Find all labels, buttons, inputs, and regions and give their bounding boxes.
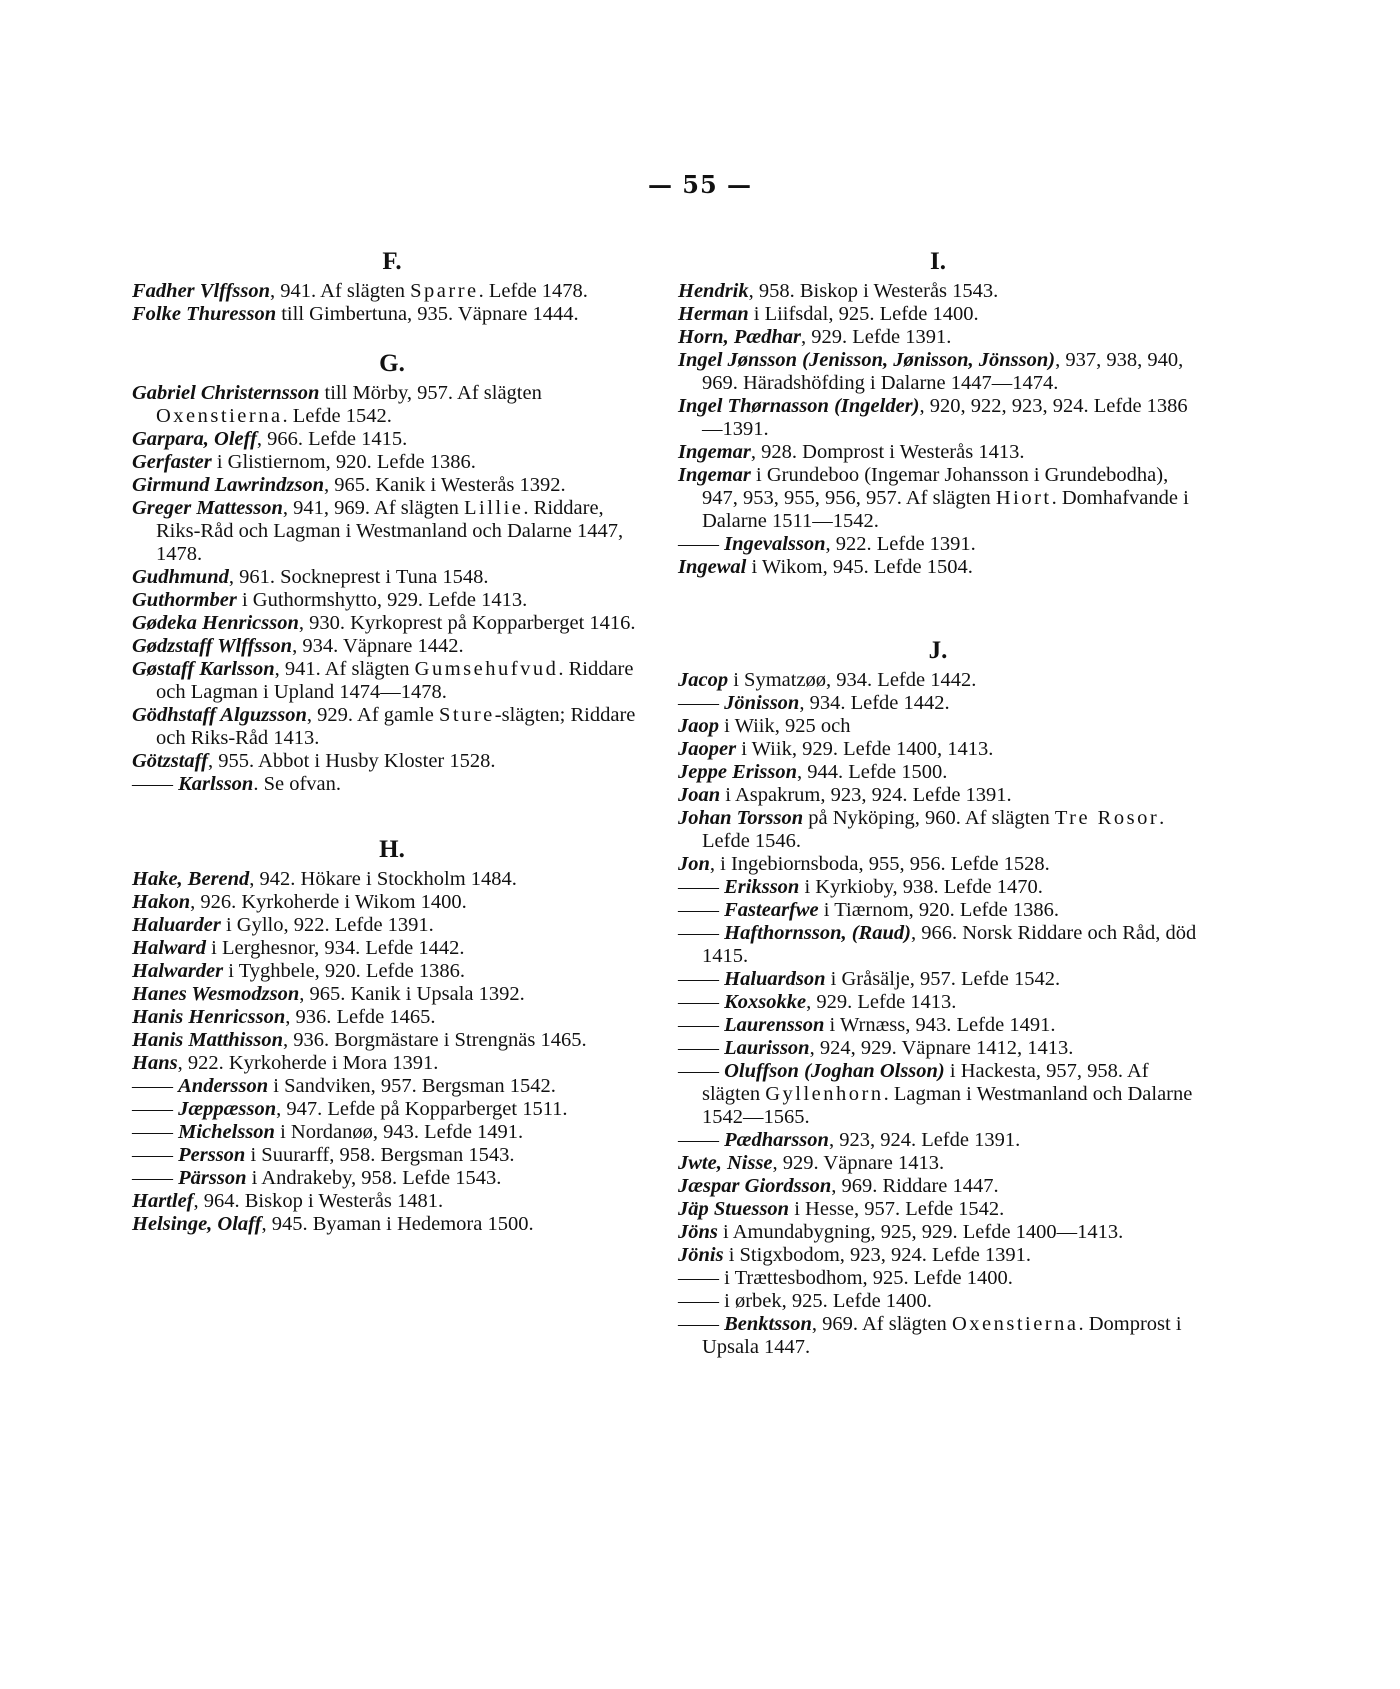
entry-text-after: . Domprost i Upsala 1447.: [702, 1313, 1182, 1358]
index-entry: [678, 669, 1198, 692]
page-number: — 55 —: [647, 170, 753, 199]
index-entry: [132, 1098, 652, 1121]
entry-text: i Trættesbodhom, 925. Lefde 1400.: [724, 1267, 1013, 1289]
index-entry: [132, 937, 652, 960]
entry-name: Helsinge, Olaff: [132, 1213, 262, 1235]
entry-name: Joan: [678, 784, 721, 806]
entry-text: , 929. Af gamle: [306, 704, 439, 726]
index-entry: [678, 1175, 1198, 1198]
entry-name: Ingevalsson: [724, 533, 826, 555]
entry-text: , 966. Lefde 1415.: [256, 428, 408, 450]
entry-text: , 922. Lefde 1391.: [825, 533, 976, 555]
entry-text: i Tyghbele, 920. Lefde 1386.: [223, 960, 465, 982]
index-entry: [678, 715, 1198, 738]
entry-text: , 945. Byaman i Hedemora 1500.: [261, 1213, 534, 1235]
entry-name: Hartlef: [132, 1190, 194, 1212]
entry-text: i Stigxbodom, 923, 924. Lefde 1391.: [723, 1244, 1032, 1266]
entry-text: , 930. Kyrkoprest på Kopparberget 1416.: [298, 612, 636, 634]
ditto-dash: ——: [678, 1129, 719, 1151]
entry-name: Jæppæsson: [178, 1098, 277, 1120]
entry-name: Jäp Stuesson: [678, 1198, 790, 1220]
entry-name: Oluffson (Joghan Olsson): [724, 1060, 945, 1082]
entry-name: Haluarder: [132, 914, 221, 936]
entry-text: , 929. Lefde 1413.: [806, 991, 957, 1013]
entry-text: , 926. Kyrkoherde i Wikom 1400.: [190, 891, 467, 913]
index-entry: [678, 922, 1198, 968]
entry-name: Hake, Berend: [132, 868, 250, 890]
index-entry: [132, 428, 652, 451]
entry-name: Gøstaff Karlsson: [132, 658, 275, 680]
entry-name: Halward: [132, 937, 207, 959]
entry-text-after: . Lefde 1542.: [282, 405, 392, 427]
section-letter: J.: [928, 637, 948, 664]
entry-name: Ingel Jønsson (Jenisson, Jønisson, Jönsson): [678, 349, 1056, 371]
index-entry: [678, 968, 1198, 991]
index-entry: [678, 1129, 1198, 1152]
entry-name: Pædharsson: [724, 1129, 829, 1151]
index-entry: [132, 960, 652, 983]
index-entry: [132, 589, 652, 612]
index-entry: [678, 1290, 1198, 1313]
entry-text: , 966. Norsk Riddare och Råd, död 1415.: [702, 922, 1197, 967]
entry-text: , 934. Väpnare 1442.: [292, 635, 464, 657]
family-name: Oxenstierna: [951, 1313, 1079, 1335]
entry-name: Jæspar Giordsson: [678, 1175, 832, 1197]
index-entry: [132, 868, 652, 891]
index-entry: [678, 761, 1198, 784]
entry-text: , 965. Kanik i Westerås 1392.: [323, 474, 566, 496]
entry-name: Greger Mattesson: [132, 497, 283, 519]
entry-name: Jönisson: [724, 692, 800, 714]
section-letter: H.: [379, 836, 405, 863]
ditto-dash: ——: [132, 1167, 173, 1189]
entry-text: , 923, 924. Lefde 1391.: [828, 1129, 1021, 1151]
entry-name: Gödhstaff Alguzsson: [132, 704, 307, 726]
entry-text: , i Ingebiornsboda, 955, 956. Lefde 1528.: [709, 853, 1050, 875]
entry-text-after: . Lefde 1478.: [478, 280, 588, 302]
index-entry: [678, 1014, 1198, 1037]
entry-text: i Wikom, 945. Lefde 1504.: [746, 556, 973, 578]
entry-text: i Wrnæss, 943. Lefde 1491.: [824, 1014, 1056, 1036]
entry-name: Ingewal: [678, 556, 747, 578]
index-entry: [678, 533, 1198, 556]
entry-text: till Gimbertuna, 935. Väpnare 1444.: [276, 303, 579, 325]
entry-text: i Glistiernom, 920. Lefde 1386.: [211, 451, 476, 473]
index-entry: [678, 1221, 1198, 1244]
entry-text: , 924, 929. Väpnare 1412, 1413.: [809, 1037, 1074, 1059]
entry-text: , 928. Domprost i Westerås 1413.: [750, 441, 1025, 463]
entry-text: , 936. Lefde 1465.: [285, 1006, 436, 1028]
ditto-dash: ——: [132, 1075, 173, 1097]
entry-name: Jon: [678, 853, 710, 875]
entry-name: Hanis Matthisson: [132, 1029, 283, 1051]
entry-name: Michelsson: [178, 1121, 275, 1143]
entry-text: i Symatzøø, 934. Lefde 1442.: [728, 669, 977, 691]
index-entry: [132, 474, 652, 497]
index-entry: [678, 784, 1198, 807]
entry-text: i Sandviken, 957. Bergsman 1542.: [268, 1075, 556, 1097]
index-entry: [132, 704, 652, 750]
entry-name: Ingemar: [678, 441, 751, 463]
entry-text: , 941. Af slägten: [274, 658, 415, 680]
index-entry: [678, 556, 1198, 579]
entry-name: Ingemar: [678, 464, 751, 486]
entry-name: Jaop: [678, 715, 719, 737]
index-entry: [678, 1244, 1198, 1267]
entry-name: Andersson: [178, 1075, 269, 1097]
entry-name: Horn, Pædhar: [678, 326, 802, 348]
entry-text: , 936. Borgmästare i Strengnäs 1465.: [282, 1029, 587, 1051]
index-entry: [132, 1075, 652, 1098]
index-entry: [132, 566, 652, 589]
entry-text: i Gyllo, 922. Lefde 1391.: [220, 914, 434, 936]
index-entry: [132, 612, 652, 635]
entry-name: Karlsson: [178, 773, 254, 795]
section-letter: F.: [382, 248, 402, 275]
entry-text: , 941, 969. Af slägten: [282, 497, 464, 519]
index-column-right: [678, 222, 1198, 1359]
index-entry: [678, 876, 1198, 899]
entry-name: Hanis Henricsson: [132, 1006, 286, 1028]
entry-text: i Hesse, 957. Lefde 1542.: [789, 1198, 1005, 1220]
section-letter: G.: [379, 350, 405, 377]
entry-name: Hafthornsson, (Raud): [724, 922, 911, 944]
entry-name: Jaoper: [678, 738, 737, 760]
entry-text: , 944. Lefde 1500.: [797, 761, 948, 783]
index-entry: [132, 451, 652, 474]
entry-text: i Wiik, 925 och: [719, 715, 851, 737]
index-entry: [132, 1213, 652, 1236]
entry-text: , 964. Biskop i Westerås 1481.: [193, 1190, 444, 1212]
entry-text: i Lerghesnor, 934. Lefde 1442.: [206, 937, 465, 959]
family-name: Oxenstierna: [156, 405, 283, 427]
index-entry: [132, 280, 652, 303]
entry-name: Hanes Wesmodzson: [132, 983, 300, 1005]
index-entry: [678, 738, 1198, 761]
index-entry: [678, 899, 1198, 922]
ditto-dash: ——: [678, 991, 719, 1013]
index-entry: [132, 1052, 652, 1075]
family-name: Gumsehufvud: [414, 658, 559, 680]
ditto-dash: ——: [678, 692, 719, 714]
ditto-dash: ——: [132, 773, 173, 795]
entry-name: Hakon: [132, 891, 191, 913]
entry-name: Jöns: [678, 1221, 718, 1243]
ditto-dash: ——: [678, 1014, 719, 1036]
index-entry: [678, 280, 1198, 303]
entry-text: , 937, 938, 940, 969. Häradshöfding i Dalarne 1447—1474.: [702, 349, 1184, 394]
index-entry: [132, 750, 652, 773]
section-letter: I.: [930, 248, 946, 275]
entry-name: Pärsson: [178, 1167, 247, 1189]
entry-name: Herman: [678, 303, 749, 325]
index-column-left: [132, 222, 652, 1236]
entry-text: i Wiik, 929. Lefde 1400, 1413.: [736, 738, 994, 760]
entry-text: till Mörby, 957. Af slägten: [319, 382, 542, 404]
entry-text-after: . Riddare, Riks-Råd och Lagman i Westmanland och Dalarne 1447, 1478.: [156, 497, 624, 565]
entry-text: i Hackesta, 957, 958. Af slägten: [702, 1060, 1149, 1105]
entry-text: i Kyrkioby, 938. Lefde 1470.: [799, 876, 1043, 898]
entry-name: Laurisson: [724, 1037, 810, 1059]
entry-text: i Grundeboo (Ingemar Johansson i Grundebodha), 947, 953, 955, 956, 957. Af slägten: [702, 464, 1169, 509]
entry-name: Garpara, Oleff: [132, 428, 257, 450]
entry-text: i Tiærnom, 920. Lefde 1386.: [818, 899, 1059, 921]
entry-text: , 942. Hökare i Stockholm 1484.: [249, 868, 517, 890]
index-entry: [132, 914, 652, 937]
entry-name: Ingel Thørnasson (Ingelder): [678, 395, 920, 417]
entry-name: Jönis: [678, 1244, 724, 1266]
ditto-dash: ——: [678, 968, 719, 990]
family-name: Lillie: [464, 497, 524, 519]
entry-text: , 958. Biskop i Westerås 1543.: [748, 280, 999, 302]
index-entry: [132, 773, 652, 796]
ditto-dash: ——: [132, 1121, 173, 1143]
index-entry: [678, 326, 1198, 349]
entry-text: , 961. Sockneprest i Tuna 1548.: [228, 566, 489, 588]
index-entry: [678, 1198, 1198, 1221]
entry-text: , 929. Lefde 1391.: [801, 326, 952, 348]
ditto-dash: ——: [678, 1037, 719, 1059]
entry-name: Hans: [132, 1052, 178, 1074]
index-entry: [678, 349, 1198, 395]
ditto-dash: ——: [678, 1313, 719, 1335]
index-entry: [132, 635, 652, 658]
entry-text: , 929. Väpnare 1413.: [772, 1152, 945, 1174]
entry-name: Haluardson: [724, 968, 826, 990]
entry-name: Girmund Lawrindzson: [132, 474, 324, 496]
entry-text-after: . Domhafvande i Dalarne 1511—1542.: [702, 487, 1189, 532]
entry-name: Gødeka Henricsson: [132, 612, 299, 634]
ditto-dash: ——: [678, 899, 719, 921]
entry-text: , 941. Af slägten: [270, 280, 411, 302]
entry-text: , 969. Af slägten: [811, 1313, 952, 1335]
entry-text: i Nordanøø, 943. Lefde 1491.: [274, 1121, 524, 1143]
entry-text: , 947. Lefde på Kopparberget 1511.: [276, 1098, 568, 1120]
index-entry: [678, 1313, 1198, 1359]
entry-name: Jwte, Nisse: [678, 1152, 773, 1174]
entry-text: i Amundabygning, 925, 929. Lefde 1400—1413.: [717, 1221, 1124, 1243]
entry-name: Persson: [178, 1144, 246, 1166]
entry-text-after: -slägten; Riddare och Riks-Råd 1413.: [156, 704, 636, 749]
entry-name: Laurensson: [724, 1014, 825, 1036]
index-entry: [132, 1144, 652, 1167]
entry-name: Gerfaster: [132, 451, 212, 473]
entry-name: Halwarder: [132, 960, 224, 982]
entry-text: på Nyköping, 960. Af slägten: [803, 807, 1055, 829]
entry-name: Gødzstaff Wlffsson: [132, 635, 293, 657]
ditto-dash: ——: [678, 876, 719, 898]
entry-text-after: . Lefde 1546.: [702, 807, 1165, 852]
ditto-dash: ——: [678, 922, 719, 944]
entry-name: Gudhmund: [132, 566, 229, 588]
entry-name: Benktsson: [724, 1313, 812, 1335]
index-entry: [678, 1037, 1198, 1060]
entry-text: , 969. Riddare 1447.: [831, 1175, 999, 1197]
index-entry: [678, 1152, 1198, 1175]
ditto-dash: ——: [678, 1290, 719, 1312]
index-entry: [132, 1121, 652, 1144]
entry-name: Jeppe Erisson: [678, 761, 798, 783]
entry-text: , 934. Lefde 1442.: [799, 692, 950, 714]
entry-text: . Se ofvan.: [253, 773, 342, 795]
index-entry: [132, 497, 652, 566]
index-entry: [132, 891, 652, 914]
family-name: Gyllenhorn: [765, 1083, 884, 1105]
entry-name: Eriksson: [724, 876, 800, 898]
index-entry: [132, 1029, 652, 1052]
entry-name: Fadher Vlffsson: [132, 280, 271, 302]
index-entry: [132, 1167, 652, 1190]
index-entry: [678, 441, 1198, 464]
entry-text: , 955. Abbot i Husby Kloster 1528.: [207, 750, 496, 772]
index-entry: [678, 807, 1198, 853]
entry-text: i ørbek, 925. Lefde 1400.: [724, 1290, 932, 1312]
index-entry: [132, 303, 652, 326]
index-entry: [678, 303, 1198, 326]
entry-text-after: . Lagman i Westmanland och Dalarne 1542—1565.: [702, 1083, 1193, 1128]
index-entry: [678, 991, 1198, 1014]
ditto-dash: ——: [678, 1267, 719, 1289]
family-name: Tre Rosor: [1054, 807, 1160, 829]
index-entry: [678, 853, 1198, 876]
index-entry: [678, 395, 1198, 441]
entry-text: i Guthormshytto, 929. Lefde 1413.: [236, 589, 528, 611]
index-entry: [132, 1006, 652, 1029]
entry-name: Folke Thuresson: [132, 303, 277, 325]
entry-name: Guthormber: [132, 589, 237, 611]
entry-name: Götzstaff: [132, 750, 208, 772]
entry-text: , 920, 922, 923, 924. Lefde 1386—1391.: [702, 395, 1188, 440]
family-name: Hiort: [995, 487, 1052, 509]
index-entry: [132, 658, 652, 704]
index-entry: [678, 692, 1198, 715]
entry-name: Gabriel Christernsson: [132, 382, 320, 404]
entry-text: , 965. Kanik i Upsala 1392.: [299, 983, 525, 1005]
family-name: Sparre: [410, 280, 479, 302]
entry-name: Johan Torsson: [678, 807, 804, 829]
entry-text-after: . Riddare och Lagman i Upland 1474—1478.: [156, 658, 634, 703]
entry-text: , 922. Kyrkoherde i Mora 1391.: [177, 1052, 439, 1074]
ditto-dash: ——: [678, 533, 719, 555]
entry-name: Jacop: [678, 669, 729, 691]
index-entry: [678, 1267, 1198, 1290]
entry-name: Koxsokke: [724, 991, 807, 1013]
ditto-dash: ——: [132, 1098, 173, 1120]
entry-name: Hendrik: [678, 280, 749, 302]
entry-text: i Andrakeby, 958. Lefde 1543.: [246, 1167, 502, 1189]
entry-text: i Liifsdal, 925. Lefde 1400.: [748, 303, 979, 325]
index-entry: [678, 1060, 1198, 1129]
entry-name: Fastearfwe: [724, 899, 819, 921]
index-entry: [132, 983, 652, 1006]
index-entry: [132, 1190, 652, 1213]
entry-text: i Gråsälje, 957. Lefde 1542.: [825, 968, 1061, 990]
family-name: Sture: [438, 704, 495, 726]
entry-text: i Aspakrum, 923, 924. Lefde 1391.: [720, 784, 1012, 806]
entry-text: i Suurarff, 958. Bergsman 1543.: [245, 1144, 515, 1166]
index-entry: [678, 464, 1198, 533]
ditto-dash: ——: [132, 1144, 173, 1166]
index-entry: [132, 382, 652, 428]
ditto-dash: ——: [678, 1060, 719, 1082]
